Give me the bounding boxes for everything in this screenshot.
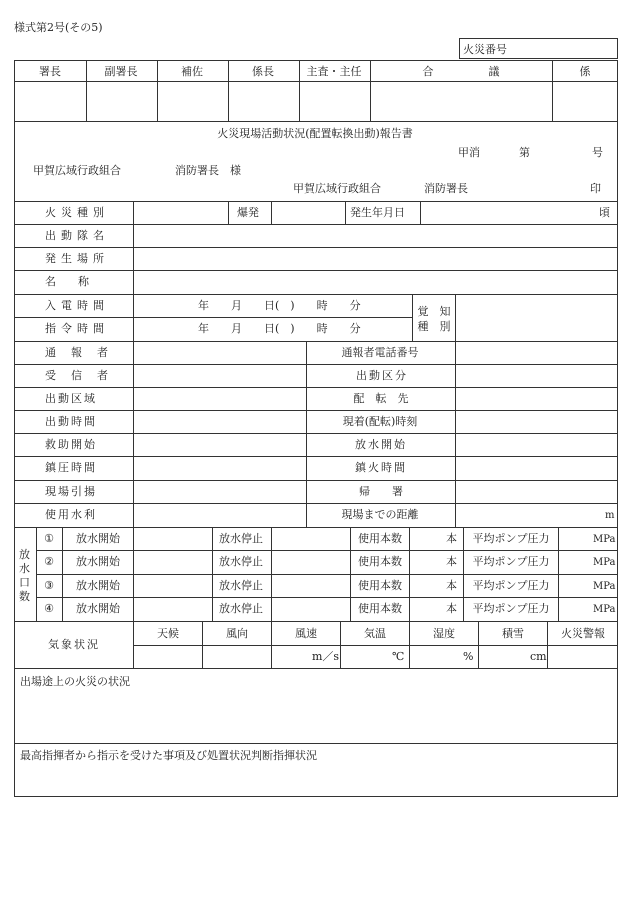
call-time-label: 入電時間 [45, 299, 109, 312]
relocation-label: 配 転 先 [353, 392, 409, 405]
nozzle-count-label-4: 数 [19, 590, 30, 603]
extinguish-time-label: 鎮火時間 [355, 461, 407, 474]
location-field[interactable] [134, 248, 617, 269]
occurrence-date-field[interactable] [421, 202, 617, 223]
nozzle-1-stop-field[interactable] [272, 528, 349, 549]
nozzle-4-start-field[interactable] [134, 598, 211, 620]
weather-header-condition: 天候 [157, 627, 179, 640]
nozzle-3-start-field[interactable] [134, 575, 211, 596]
nozzle-3-stop-label: 放水停止 [219, 579, 263, 592]
nozzle-3-pressure-unit: MPa [593, 581, 616, 592]
nozzle-1-pressure-unit: MPa [593, 534, 616, 545]
weather-header-temperature: 気温 [364, 627, 386, 640]
dispatch-time-label: 出動時間 [45, 415, 97, 428]
approval-header-chief: 署長 [39, 65, 61, 78]
detection-type-field[interactable] [456, 295, 617, 340]
order-time-template[interactable]: 年 月 日( ) 時 分 [198, 322, 361, 335]
nozzle-2-start-label: 放水開始 [76, 555, 120, 568]
unit-name-field[interactable] [134, 225, 617, 246]
enroute-situation-field[interactable] [15, 690, 617, 742]
nozzle-2-count-label: 使用本数 [358, 555, 402, 568]
weather-header-wind-direction: 風向 [226, 627, 248, 640]
return-field[interactable] [456, 481, 617, 502]
order-time-label: 指令時間 [45, 322, 109, 335]
report-title: 火災現場活動状況(配置転換出動)報告書 [217, 127, 413, 140]
reporter-phone-label: 通報者電話番号 [341, 346, 419, 359]
nozzle-2-pressure-unit: MPa [593, 557, 616, 568]
explosion-label: 爆発 [237, 206, 259, 219]
weather-header-humidity: 湿度 [433, 627, 455, 640]
name-field[interactable] [134, 271, 617, 293]
relocation-field[interactable] [456, 388, 617, 409]
rescue-start-label: 救助開始 [45, 438, 97, 451]
distance-label: 現場までの距離 [341, 508, 419, 521]
nozzle-2-start-field[interactable] [134, 551, 211, 573]
nozzle-3-pressure-label: 平均ポンプ圧力 [472, 579, 550, 592]
nozzle-count-label-3: 口 [19, 576, 30, 589]
discharge-start-label: 放水開始 [355, 438, 407, 451]
nozzle-2-stop-field[interactable] [272, 551, 349, 573]
nozzle-3-number: ③ [44, 579, 54, 592]
discharge-start-field[interactable] [456, 434, 617, 455]
detection-label-line1: 覚 知 [417, 305, 451, 318]
nozzle-1-count-label: 使用本数 [358, 532, 402, 545]
approval-header-section-chief: 係長 [252, 65, 274, 78]
fire-type-field[interactable] [134, 202, 227, 223]
unit-name-label: 出動隊名 [45, 229, 109, 242]
stamp-cell-staff[interactable] [553, 82, 617, 120]
nozzle-4-start-label: 放水開始 [76, 602, 120, 615]
approval-header-deputy: 副署長 [104, 65, 138, 78]
distance-unit: m [605, 510, 615, 521]
nozzle-2-stop-label: 放水停止 [219, 555, 263, 568]
nozzle-4-stop-field[interactable] [272, 598, 349, 620]
humidity-unit: % [463, 650, 474, 663]
stamp-cell-section-chief[interactable] [229, 82, 298, 120]
fire-number-label: 火災番号 [463, 43, 507, 56]
enroute-situation-label: 出場途上の火災の状況 [20, 675, 130, 688]
suppression-time-field[interactable] [134, 457, 305, 479]
call-time-template[interactable]: 年 月 日( ) 時 分 [198, 299, 361, 312]
temperature-unit: ℃ [392, 650, 405, 663]
nozzle-4-count-label: 使用本数 [358, 602, 402, 615]
nozzle-2-pressure-label: 平均ポンプ圧力 [472, 555, 550, 568]
sender-org: 甲賀広域行政組合 [293, 182, 381, 195]
weather-header-wind-speed: 風速 [295, 627, 317, 640]
command-instructions-field[interactable] [15, 764, 617, 796]
location-label: 発生場所 [45, 252, 109, 265]
nozzle-3-stop-field[interactable] [272, 575, 349, 596]
approx-label: 頃 [599, 206, 610, 219]
snow-unit: cm [530, 650, 547, 663]
nozzle-1-pressure-label: 平均ポンプ圧力 [472, 532, 550, 545]
reporter-label: 通 報 者 [45, 346, 110, 359]
stamp-cell-consultation[interactable] [371, 82, 551, 120]
stamp-cell-senior[interactable] [300, 82, 369, 120]
stamp-cell-deputy[interactable] [87, 82, 156, 120]
reporter-phone-field[interactable] [456, 342, 617, 363]
explosion-field[interactable] [272, 202, 344, 223]
nozzle-4-number: ④ [44, 602, 54, 615]
weather-condition-field[interactable] [134, 646, 201, 667]
weather-header-snow: 積雪 [502, 627, 524, 640]
nozzle-1-start-field[interactable] [134, 528, 211, 549]
nozzle-4-count-unit: 本 [446, 602, 457, 615]
form-id: 様式第2号(その5) [14, 21, 103, 34]
wind-direction-field[interactable] [203, 646, 270, 667]
nozzle-4-pressure-unit: MPa [593, 604, 616, 615]
reporter-field[interactable] [134, 342, 305, 363]
approval-header-senior: 主査・主任 [306, 65, 362, 78]
approval-header-assistant: 補佐 [181, 65, 203, 78]
arrival-time-label: 現着(配転)時刻 [342, 415, 418, 428]
nozzle-1-number: ① [44, 532, 54, 545]
suppression-time-label: 鎮圧時間 [45, 461, 97, 474]
arrival-time-field[interactable] [456, 411, 617, 432]
dispatch-class-label: 出動区分 [356, 369, 408, 382]
dispatch-area-field[interactable] [134, 388, 305, 409]
wind-speed-unit: m／s [312, 650, 340, 663]
dispatch-class-field[interactable] [456, 365, 617, 386]
detection-label-line2: 種 別 [417, 320, 451, 333]
sender-title: 消防署長 [424, 182, 468, 195]
stamp-cell-assistant[interactable] [158, 82, 227, 120]
nozzle-3-count-label: 使用本数 [358, 579, 402, 592]
extinguish-time-field[interactable] [456, 457, 617, 479]
nozzle-count-label-1: 放 [19, 548, 30, 561]
nozzle-2-count-unit: 本 [446, 555, 457, 568]
nozzle-1-count-unit: 本 [446, 532, 457, 545]
dispatch-area-label: 出動区域 [45, 392, 97, 405]
nozzle-1-start-label: 放水開始 [76, 532, 120, 545]
fire-warning-field[interactable] [548, 646, 617, 667]
water-source-label: 使用水利 [45, 508, 97, 521]
nozzle-2-number: ② [44, 555, 54, 568]
report-number-prefix: 甲消 [458, 146, 480, 159]
withdrawal-label: 現場引揚 [45, 485, 97, 498]
rescue-start-field[interactable] [134, 434, 305, 455]
receiver-field[interactable] [134, 365, 305, 386]
weather-header-fire-warning: 火災警報 [561, 627, 605, 640]
nozzle-4-stop-label: 放水停止 [219, 602, 263, 615]
fire-type-label: 火災種別 [45, 206, 109, 219]
stamp-cell-chief[interactable] [15, 82, 85, 120]
withdrawal-field[interactable] [134, 481, 305, 502]
water-source-field[interactable] [134, 504, 305, 526]
dispatch-time-field[interactable] [134, 411, 305, 432]
seal-mark: 印 [590, 182, 601, 195]
approval-header-staff: 係 [579, 65, 591, 78]
addressee-title: 消防署長 様 [175, 164, 241, 177]
weather-label: 気象状況 [48, 638, 100, 651]
nozzle-3-count-unit: 本 [446, 579, 457, 592]
command-instructions-label: 最高指揮者から指示を受けた事項及び処置状況判断指揮状況 [20, 749, 317, 762]
report-number-mid: 第 [519, 146, 530, 159]
name-label: 名 称 [45, 275, 89, 288]
occurrence-date-label: 発生年月日 [350, 206, 405, 219]
nozzle-count-label-2: 水 [19, 562, 30, 575]
nozzle-4-pressure-label: 平均ポンプ圧力 [472, 602, 550, 615]
distance-field[interactable] [456, 504, 606, 526]
report-number-suffix: 号 [592, 146, 603, 159]
return-label: 帰 署 [359, 485, 403, 498]
receiver-label: 受 信 者 [45, 369, 110, 382]
approval-header-consultation: 合 議 [422, 65, 500, 78]
nozzle-1-stop-label: 放水停止 [219, 532, 263, 545]
addressee-org: 甲賀広域行政組合 [33, 164, 121, 177]
nozzle-3-start-label: 放水開始 [76, 579, 120, 592]
